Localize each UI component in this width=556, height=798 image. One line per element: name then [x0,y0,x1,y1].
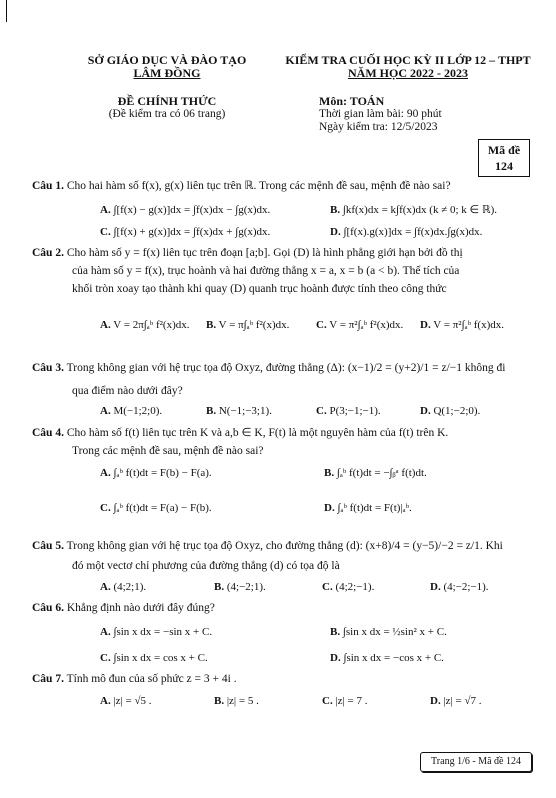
exam-code-box [478,139,530,177]
q3-option-a[interactable]: A. M(−1;2;0). [100,405,163,417]
exam-year: NĂM HỌC 2022 - 2023 [348,66,468,80]
question-2 [32,246,532,261]
exam-title: KIỂM TRA CUỐI HỌC KỲ II LỚP 12 – THPT [285,53,531,67]
q5-option-c[interactable]: C. (4;2;−1). [322,581,375,593]
q7-option-d[interactable]: D. |z| = √7 . [430,695,482,707]
question-4 [32,426,542,441]
q6-option-b[interactable]: B. ∫sin x dx = ½sin² x + C. [330,626,447,638]
question-4-line-2: Trong các mệnh đề sau, mệnh đề nào sai? [72,445,264,457]
q7-option-a[interactable]: A. |z| = √5 . [100,695,152,707]
q4-option-b[interactable]: B. ∫ₐᵇ f(t)dt = −∫ᵦᵃ f(t)dt. [324,467,427,479]
q7-option-c[interactable]: C. |z| = 7 . [322,695,368,707]
q3-option-c[interactable]: C. P(3;−1;−1). [316,405,381,417]
question-3-line-2: qua điểm nào dưới đây? [72,385,183,397]
q2-option-b[interactable]: B. V = π∫ₐᵇ f²(x)dx. [206,319,290,331]
question-text: Cho hàm số y = f(x) liên tục trên đoạn [a;b]. Gọi (D) là hình phẳng giới hạn bởi đồ thị [66,247,463,259]
exam-code-value: 124 [495,159,513,173]
q1-option-a[interactable]: A. ∫[f(x) − g(x)]dx = ∫f(x)dx − ∫g(x)dx. [100,204,271,216]
question-label: Câu 6. [32,602,64,614]
question-text: Cho hàm số f(t) liên tục trên K và a,b ∈ K, F(t) là một nguyên hàm của f(t) trên K. [66,427,449,439]
q6-option-d[interactable]: D. ∫sin x dx = −cos x + C. [330,652,444,664]
q5-option-b[interactable]: B. (4;−2;1). [214,581,266,593]
question-2-line-2: của hàm số y = f(x), trục hoành và hai đường thẳng x = a, x = b (a < b). Thể tích của [72,265,460,277]
q2-option-a[interactable]: A. V = 2π∫ₐᵇ f²(x)dx. [100,319,190,331]
question-label: Câu 2. [32,247,64,259]
question-6 [32,601,532,616]
question-text: Trong không gian với hệ trục tọa độ Oxyz, đường thẳng (Δ): (x−1)/2 = (y+2)/1 = z/−1 không đi [66,362,506,374]
q4-option-a[interactable]: A. ∫ₐᵇ f(t)dt = F(b) − F(a). [100,467,212,479]
exam-date-label: Ngày kiểm tra: 12/5/2023 [319,121,438,133]
question-text: Trong không gian với hệ trục tọa độ Oxyz, cho đường thẳng (d): (x+8)/4 = (y−5)/−2 = z/1. Khi [66,540,503,552]
question-text: Cho hai hàm số f(x), g(x) liên tục trên ℝ. Trong các mệnh đề sau, mệnh đề nào sai? [66,180,451,192]
page-footer-box [420,752,532,772]
q1-option-c[interactable]: C. ∫[f(x) + g(x)]dx = ∫f(x)dx + ∫g(x)dx. [100,226,271,238]
question-text: Tính mô đun của số phức z = 3 + 4i . [66,673,237,685]
question-label: Câu 4. [32,427,64,439]
question-5-line-2: đó một vectơ chỉ phương của đường thẳng (d) có tọa độ là [72,560,340,572]
question-7 [32,672,532,687]
question-label: Câu 3. [32,362,64,374]
q6-option-a[interactable]: A. ∫sin x dx = −sin x + C. [100,626,213,638]
pages-note: (Đề kiểm tra có 06 trang) [108,108,226,120]
official-label: ĐỀ CHÍNH THỨC [117,94,217,108]
q4-option-c[interactable]: C. ∫ₐᵇ f(t)dt = F(a) − F(b). [100,502,212,514]
school-dept-title: SỞ GIÁO DỤC VÀ ĐÀO TẠO [87,53,247,67]
subject-label: Môn: TOÁN [319,94,385,108]
q3-option-b[interactable]: B. N(−1;−3;1). [206,405,272,417]
q5-option-a[interactable]: A. (4;2;1). [100,581,147,593]
q3-option-d[interactable]: D. Q(1;−2;0). [420,405,481,417]
q6-option-c[interactable]: C. ∫sin x dx = cos x + C. [100,652,208,664]
q7-option-b[interactable]: B. |z| = 5 . [214,695,259,707]
question-label: Câu 7. [32,673,64,685]
q2-option-c[interactable]: C. V = π²∫ₐᵇ f²(x)dx. [316,319,404,331]
question-label: Câu 1. [32,180,64,192]
question-label: Câu 5. [32,540,64,552]
school-dept-location: LÂM ĐỒNG [133,66,201,80]
duration-label: Thời gian làm bài: 90 phút [319,108,442,120]
q1-option-d[interactable]: D. ∫[f(x).g(x)]dx = ∫f(x)dx.∫g(x)dx. [330,226,483,238]
question-2-line-3: khối tròn xoay tạo thành khi quay (D) quanh trục hoành được tính theo công thức [72,283,447,295]
question-5 [32,539,542,554]
q1-option-b[interactable]: B. ∫kf(x)dx = k∫f(x)dx (k ≠ 0; k ∈ ℝ). [330,204,498,216]
q5-option-d[interactable]: D. (4;−2;−1). [430,581,489,593]
exam-code-label: Mã đề [487,143,521,157]
q2-option-d[interactable]: D. V = π²∫ₐᵇ f(x)dx. [420,319,504,331]
q4-option-d[interactable]: D. ∫ₐᵇ f(t)dt = F(t)|ₐᵇ. [324,502,412,514]
page-info: Trang 1/6 - Mã đề 124 [431,756,521,767]
question-text: Khẳng định nào dưới đây đúng? [66,602,215,614]
scan-edge-mark [6,0,7,22]
question-3 [32,361,542,376]
question-1 [32,179,532,194]
